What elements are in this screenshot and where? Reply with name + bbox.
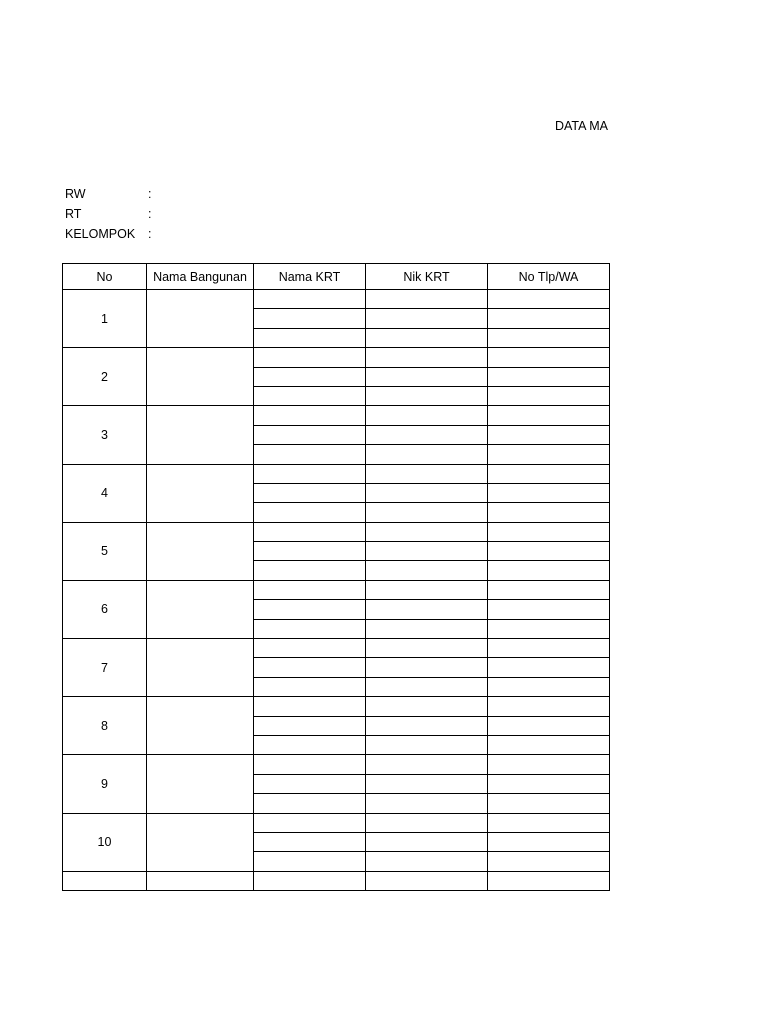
table-row: [63, 813, 610, 832]
table-row: [63, 290, 610, 309]
cell-no-tlp-wa[interactable]: [488, 735, 610, 754]
cell-nik-krt[interactable]: [366, 871, 488, 890]
cell-nama-krt[interactable]: [254, 677, 366, 696]
cell-no-tlp-wa[interactable]: [488, 445, 610, 464]
cell-nama-krt[interactable]: [254, 561, 366, 580]
cell-nama-krt[interactable]: [254, 309, 366, 328]
cell-nama-bangunan[interactable]: [147, 639, 254, 697]
cell-nama-krt[interactable]: [254, 619, 366, 638]
cell-nik-krt[interactable]: [366, 813, 488, 832]
table-row: [63, 639, 610, 658]
cell-no-tlp-wa[interactable]: [488, 677, 610, 696]
meta-separator: :: [148, 227, 152, 241]
cell-no-tlp-wa[interactable]: [488, 561, 610, 580]
cell-nama-bangunan[interactable]: [147, 348, 254, 406]
cell-no-tlp-wa[interactable]: [488, 755, 610, 774]
cell-no-tlp-wa[interactable]: [488, 619, 610, 638]
cell-nama-krt[interactable]: [254, 580, 366, 599]
cell-nama-krt[interactable]: [254, 367, 366, 386]
cell-nama-krt[interactable]: [254, 406, 366, 425]
header-no: No: [63, 264, 147, 290]
cell-no[interactable]: [63, 871, 147, 890]
cell-nik-krt[interactable]: [366, 406, 488, 425]
cell-no-tlp-wa[interactable]: [488, 406, 610, 425]
cell-no-tlp-wa[interactable]: [488, 309, 610, 328]
cell-nama-krt[interactable]: [254, 735, 366, 754]
cell-no-tlp-wa[interactable]: [488, 542, 610, 561]
cell-no: 10: [63, 813, 147, 871]
cell-nama-krt[interactable]: [254, 522, 366, 541]
cell-nama-krt[interactable]: [254, 697, 366, 716]
cell-no-tlp-wa[interactable]: [488, 386, 610, 405]
cell-nama-krt[interactable]: [254, 639, 366, 658]
cell-nama-krt[interactable]: [254, 348, 366, 367]
cell-nik-krt[interactable]: [366, 367, 488, 386]
cell-nama-krt[interactable]: [254, 852, 366, 871]
cell-nama-krt[interactable]: [254, 386, 366, 405]
cell-no: 7: [63, 639, 147, 697]
cell-no-tlp-wa[interactable]: [488, 483, 610, 502]
cell-nama-bangunan[interactable]: [147, 464, 254, 522]
cell-no: 9: [63, 755, 147, 813]
cell-nama-krt[interactable]: [254, 755, 366, 774]
header-nama-bangunan: Nama Bangunan: [147, 264, 254, 290]
cell-no-tlp-wa[interactable]: [488, 794, 610, 813]
cell-no-tlp-wa[interactable]: [488, 425, 610, 444]
cell-nama-krt[interactable]: [254, 483, 366, 502]
cell-nama-krt[interactable]: [254, 503, 366, 522]
data-table: [62, 263, 610, 891]
cell-no-tlp-wa[interactable]: [488, 522, 610, 541]
cell-nama-krt[interactable]: [254, 328, 366, 347]
cell-nik-krt[interactable]: [366, 716, 488, 735]
table-row: [63, 464, 610, 483]
cell-nama-bangunan[interactable]: [147, 755, 254, 813]
cell-no-tlp-wa[interactable]: [488, 716, 610, 735]
cell-nik-krt[interactable]: [366, 639, 488, 658]
cell-nik-krt[interactable]: [366, 425, 488, 444]
cell-nik-krt[interactable]: [366, 290, 488, 309]
cell-nik-krt[interactable]: [366, 580, 488, 599]
cell-no: 3: [63, 406, 147, 464]
cell-nik-krt[interactable]: [366, 697, 488, 716]
cell-nik-krt[interactable]: [366, 735, 488, 754]
cell-no: 5: [63, 522, 147, 580]
cell-nik-krt[interactable]: [366, 522, 488, 541]
table-row: [63, 580, 610, 599]
cell-nik-krt[interactable]: [366, 348, 488, 367]
table-row: [63, 406, 610, 425]
cell-no-tlp-wa[interactable]: [488, 813, 610, 832]
cell-no: 6: [63, 580, 147, 638]
cell-no-tlp-wa[interactable]: [488, 328, 610, 347]
cell-no-tlp-wa[interactable]: [488, 852, 610, 871]
cell-nik-krt[interactable]: [366, 483, 488, 502]
cell-nama-krt[interactable]: [254, 658, 366, 677]
cell-no-tlp-wa[interactable]: [488, 503, 610, 522]
cell-nik-krt[interactable]: [366, 542, 488, 561]
cell-nik-krt[interactable]: [366, 832, 488, 851]
cell-nama-bangunan[interactable]: [147, 871, 254, 890]
cell-nama-bangunan[interactable]: [147, 522, 254, 580]
cell-no-tlp-wa[interactable]: [488, 600, 610, 619]
cell-no-tlp-wa[interactable]: [488, 658, 610, 677]
table-row: [63, 755, 610, 774]
table-row: [63, 697, 610, 716]
cell-nik-krt[interactable]: [366, 658, 488, 677]
cell-no-tlp-wa[interactable]: [488, 290, 610, 309]
header-nik-krt: Nik KRT: [366, 264, 488, 290]
cell-nik-krt[interactable]: [366, 852, 488, 871]
cell-nama-bangunan[interactable]: [147, 813, 254, 871]
cell-nama-krt[interactable]: [254, 871, 366, 890]
cell-nik-krt[interactable]: [366, 755, 488, 774]
cell-nama-bangunan[interactable]: [147, 406, 254, 464]
cell-no-tlp-wa[interactable]: [488, 832, 610, 851]
table-body: [63, 290, 610, 891]
cell-nik-krt[interactable]: [366, 600, 488, 619]
table-row: [63, 522, 610, 541]
cell-nama-krt[interactable]: [254, 464, 366, 483]
cell-nik-krt[interactable]: [366, 328, 488, 347]
cell-no-tlp-wa[interactable]: [488, 367, 610, 386]
cell-nama-krt[interactable]: [254, 716, 366, 735]
cell-nama-krt[interactable]: [254, 794, 366, 813]
cell-no-tlp-wa[interactable]: [488, 580, 610, 599]
cell-nik-krt[interactable]: [366, 561, 488, 580]
page-title: DATA MA: [555, 119, 609, 133]
cell-nama-krt[interactable]: [254, 425, 366, 444]
table-row-empty: [63, 871, 610, 890]
cell-nik-krt[interactable]: [366, 619, 488, 638]
cell-nik-krt[interactable]: [366, 794, 488, 813]
table-header-row: [63, 264, 610, 290]
table-row: [63, 348, 610, 367]
cell-no: 1: [63, 290, 147, 348]
cell-nama-bangunan[interactable]: [147, 697, 254, 755]
cell-no-tlp-wa[interactable]: [488, 348, 610, 367]
cell-nama-krt[interactable]: [254, 445, 366, 464]
table-header: [63, 264, 610, 290]
cell-nama-krt[interactable]: [254, 600, 366, 619]
cell-nik-krt[interactable]: [366, 677, 488, 696]
cell-nama-krt[interactable]: [254, 774, 366, 793]
header-nama-krt: Nama KRT: [254, 264, 366, 290]
cell-nama-bangunan[interactable]: [147, 580, 254, 638]
cell-nik-krt[interactable]: [366, 774, 488, 793]
cell-nama-krt[interactable]: [254, 813, 366, 832]
cell-nik-krt[interactable]: [366, 386, 488, 405]
header-no-tlp-wa: No Tlp/WA: [488, 264, 610, 290]
cell-no-tlp-wa[interactable]: [488, 639, 610, 658]
cell-no-tlp-wa[interactable]: [488, 871, 610, 890]
cell-no: 4: [63, 464, 147, 522]
cell-no-tlp-wa[interactable]: [488, 774, 610, 793]
cell-nik-krt[interactable]: [366, 309, 488, 328]
cell-nik-krt[interactable]: [366, 503, 488, 522]
meta-label-rw: RW: [65, 187, 86, 201]
cell-nama-krt[interactable]: [254, 290, 366, 309]
cell-nik-krt[interactable]: [366, 464, 488, 483]
meta-label-rt: RT: [65, 207, 82, 221]
meta-separator: :: [148, 187, 152, 201]
meta-label-kelompok: KELOMPOK: [65, 227, 136, 241]
cell-no: 8: [63, 697, 147, 755]
cell-nama-krt[interactable]: [254, 542, 366, 561]
cell-no: 2: [63, 348, 147, 406]
cell-nik-krt[interactable]: [366, 445, 488, 464]
meta-separator: :: [148, 207, 152, 221]
cell-no-tlp-wa[interactable]: [488, 697, 610, 716]
cell-nama-bangunan[interactable]: [147, 290, 254, 348]
cell-nama-krt[interactable]: [254, 832, 366, 851]
cell-no-tlp-wa[interactable]: [488, 464, 610, 483]
